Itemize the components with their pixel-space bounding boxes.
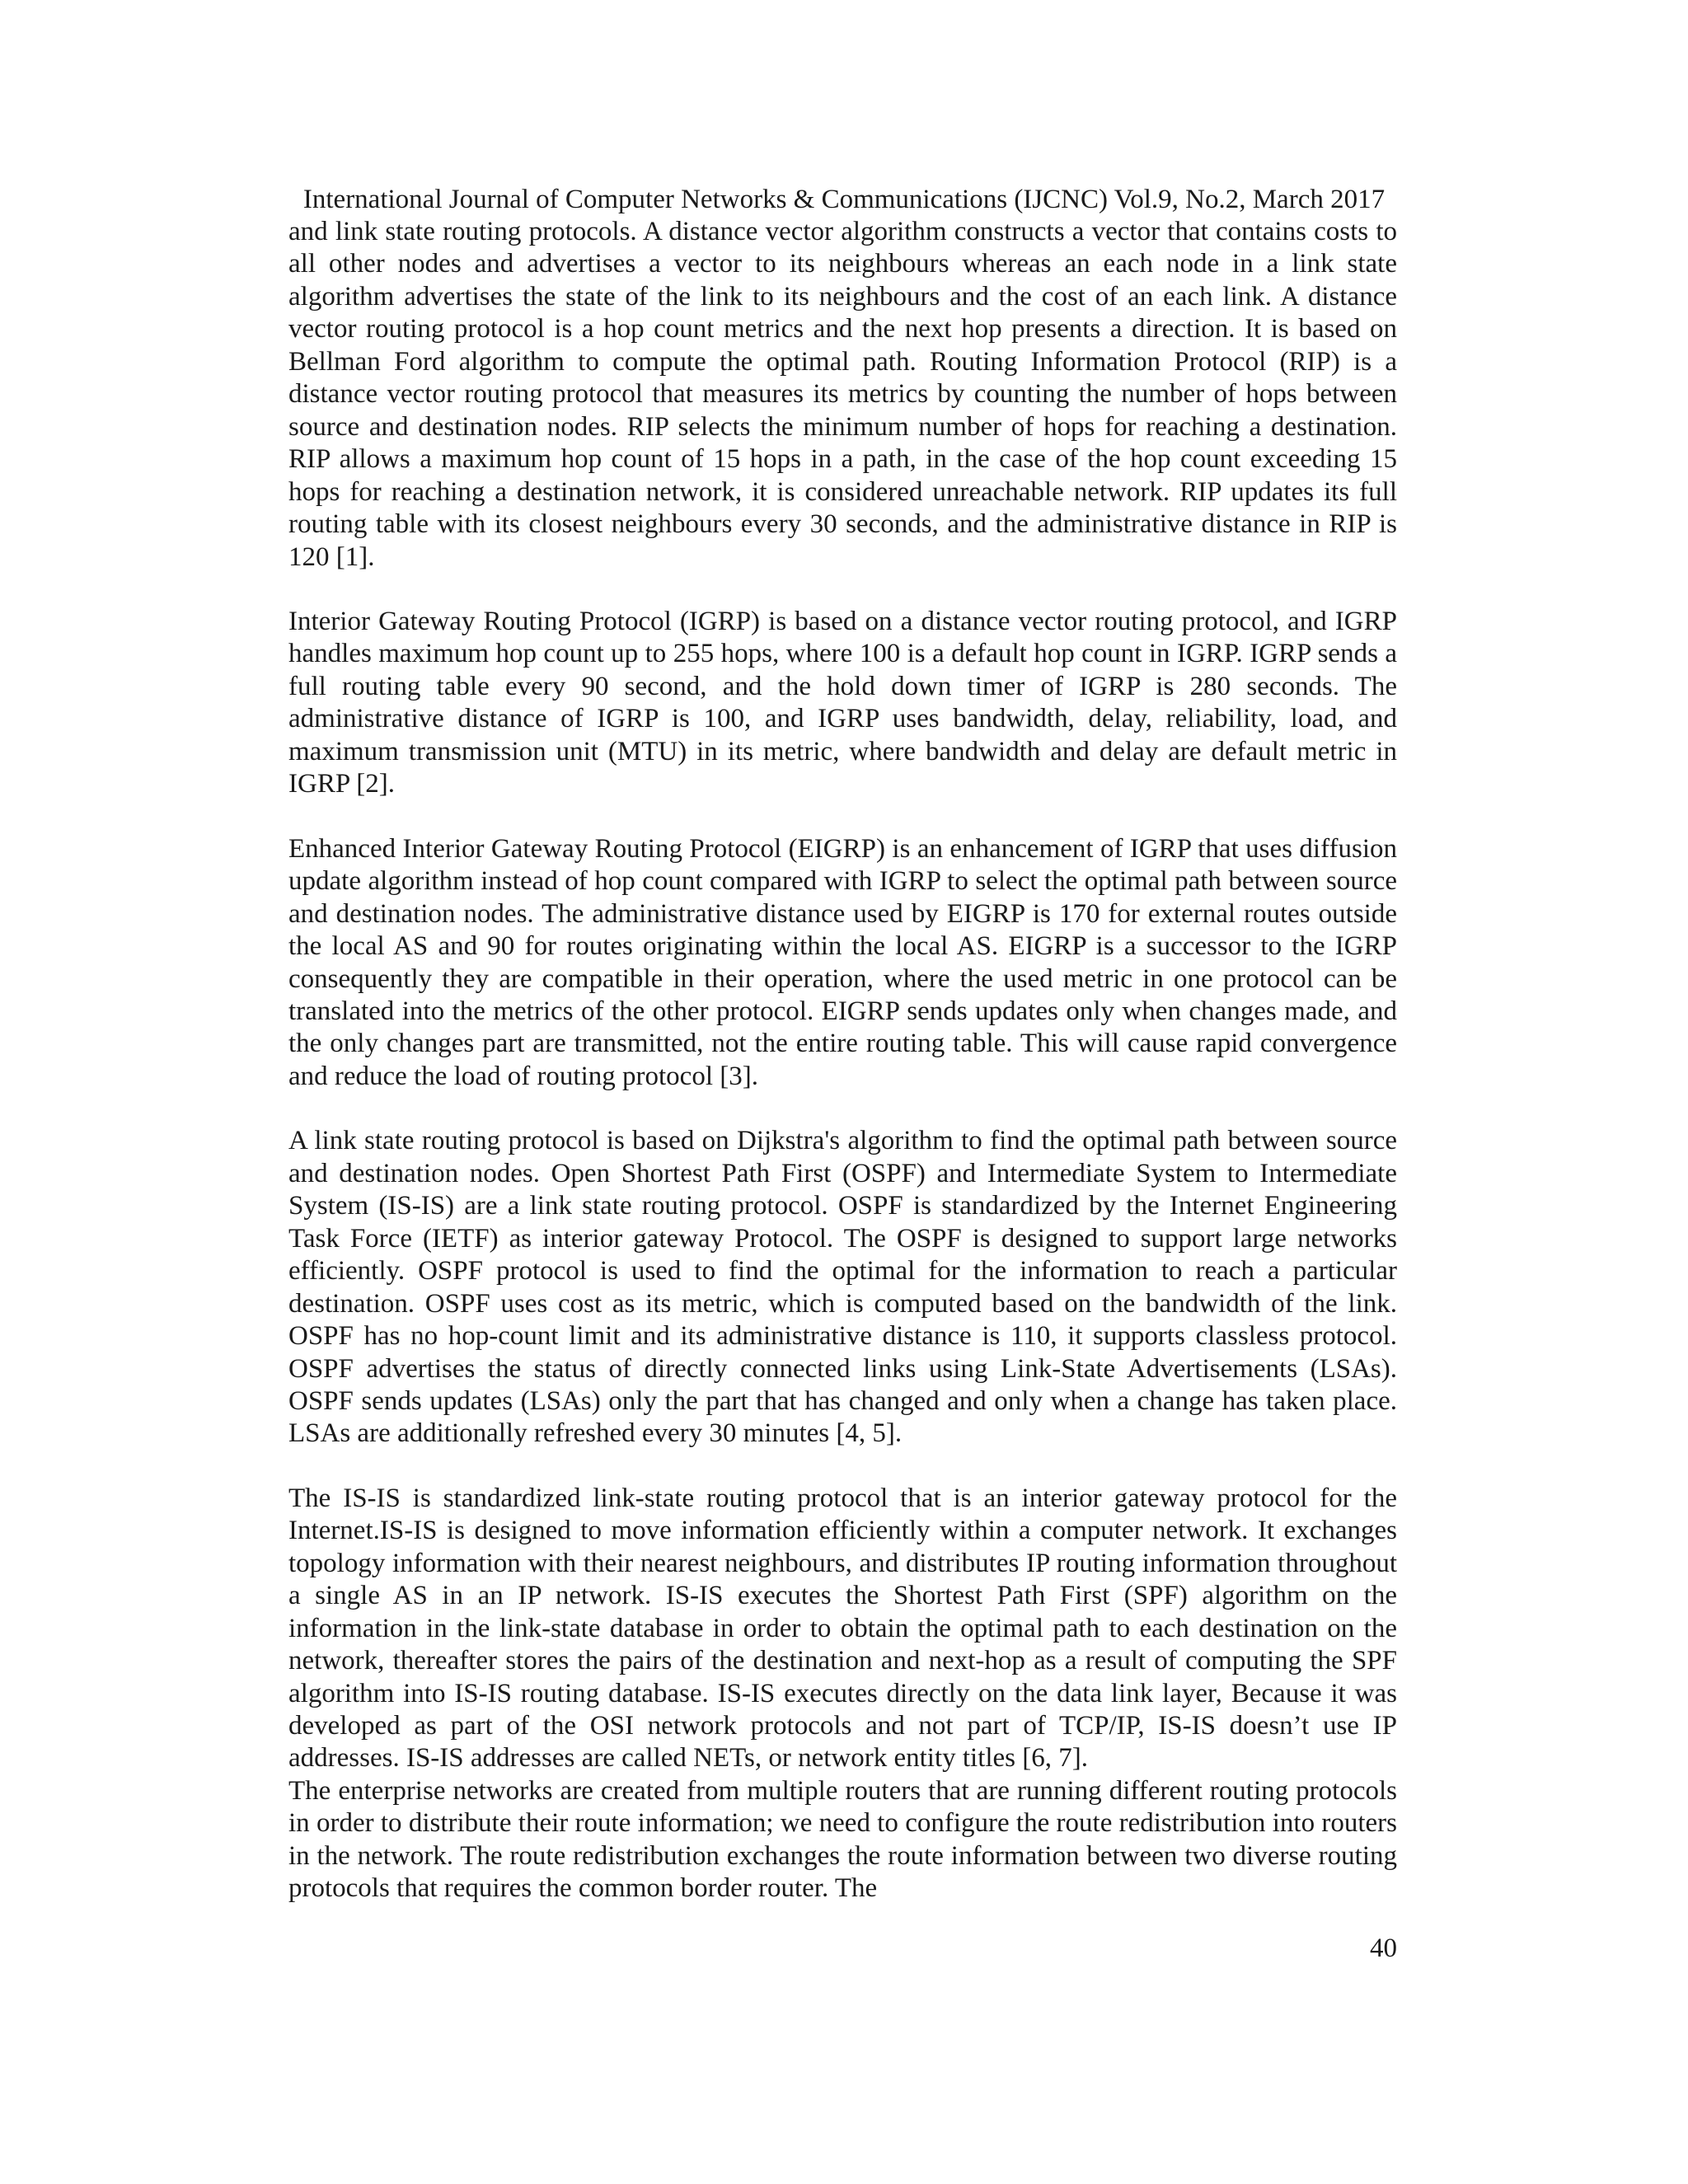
paragraph-route-redistribution: The enterprise networks are created from multiple routers that are running different routing protocols in order to distribute their route information; we need to configure the route redistribution into routers in the network. The route redistribution exchanges the route information between two diverse routing protocols that requires the common border router. The <box>288 1775 1397 1904</box>
page-number: 40 <box>1370 1933 1397 1963</box>
paragraph-distance-vector-rip: and link state routing protocols. A distance vector algorithm constructs a vector that contains costs to all other nodes and advertises a vector to its neighbours whereas an each node in a link state algorithm advertises the state of the link to its neighbours and the cost of an each link. A distance vector routing protocol is a hop count metrics and the next hop presents a direction. It is based on Bellman Ford algorithm to compute the optimal path. Routing Information Protocol (RIP) is a distance vector routing protocol that measures its metrics by counting the number of hops between source and destination nodes. RIP selects the minimum number of hops for reaching a destination. RIP allows a maximum hop count of 15 hops in a path, in the case of the hop count exceeding 15 hops for reaching a destination network, it is considered unreachable network. RIP updates its full routing table with its closest neighbours every 30 seconds, and the administrative distance in RIP is 120 [1]. <box>288 217 1397 572</box>
paragraph-is-is: The IS-IS is standardized link-state routing protocol that is an interior gateway protocol for the Internet.IS-IS is designed to move information efficiently within a computer network. It exchanges topology information with their nearest neighbours, and distributes IP routing information throughout a single AS in an IP network. IS-IS executes the Shortest Path First (SPF) algorithm on the information in the link-state database in order to obtain the optimal path to each destination on the network, thereafter stores the pairs of the destination and next-hop as a result of computing the SPF algorithm into IS-IS routing database. IS-IS executes directly on the data link layer, Because it was developed as part of the OSI network protocols and not part of TCP/IP, IS-IS doesn’t use IP addresses. IS-IS addresses are called NETs, or network entity titles [6, 7]. <box>288 1483 1397 1774</box>
article-body <box>288 216 1397 1905</box>
paragraph-link-state-ospf: A link state routing protocol is based on Dijkstra's algorithm to find the optimal path between source and destination nodes. Open Shortest Path First (OSPF) and Intermediate System to Intermediate System (IS-IS) are a link state routing protocol. OSPF is standardized by the Internet Engineering Task Force (IETF) as interior gateway Protocol. The OSPF is designed to support large networks efficiently. OSPF protocol is used to find the optimal for the information to reach a particular destination. OSPF uses cost as its metric, which is computed based on the bandwidth of the link. OSPF has no hop-count limit and its administrative distance is 110, it supports classless protocol. OSPF advertises the status of directly connected links using Link-State Advertisements (LSAs). OSPF sends updates (LSAs) only the part that has changed and only when a change has taken place. LSAs are additionally refreshed every 30 minutes [4, 5]. <box>288 1126 1397 1449</box>
paragraph-igrp: Interior Gateway Routing Protocol (IGRP) is based on a distance vector routing protocol, and IGRP handles maximum hop count up to 255 hops, where 100 is a default hop count in IGRP. IGRP sends a full routing table every 90 second, and the hold down timer of IGRP is 280 seconds. The administrative distance of IGRP is 100, and IGRP uses bandwidth, delay, reliability, load, and maximum transmission unit (MTU) in its metric, where bandwidth and delay are default metric in IGRP [2]. <box>288 606 1397 799</box>
paragraph-eigrp: Enhanced Interior Gateway Routing Protocol (EIGRP) is an enhancement of IGRP that uses diffusion update algorithm instead of hop count compared with IGRP to select the optimal path between source and destination nodes. The administrative distance used by EIGRP is 170 for external routes outside the local AS and 90 for routes originating within the local AS. EIGRP is a successor to the IGRP consequently they are compatible in their operation, where the used metric in one protocol can be translated into the metrics of the other protocol. EIGRP sends updates only when changes made, and the only changes part are transmitted, not the entire routing table. This will cause rapid convergence and reduce the load of routing protocol [3]. <box>288 833 1397 1091</box>
journal-header: International Journal of Computer Networks & Communications (IJCNC) Vol.9, No.2, March 2017 <box>302 185 1386 214</box>
